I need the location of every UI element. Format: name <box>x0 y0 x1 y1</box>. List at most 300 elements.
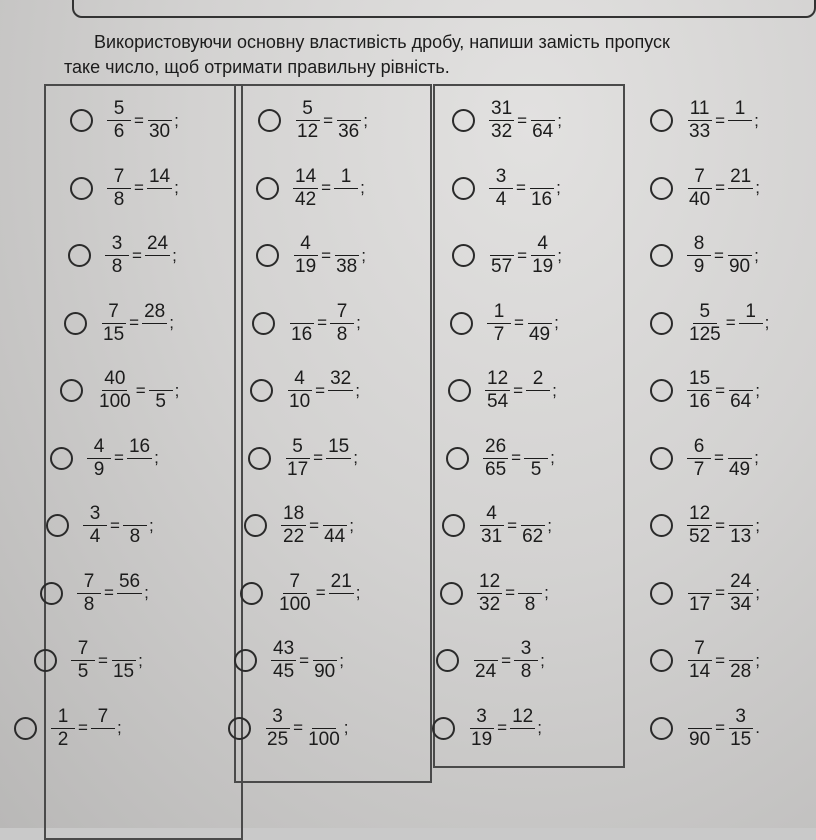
denominator: 8 <box>520 661 532 682</box>
exercise-item <box>34 638 143 683</box>
numerator: 4 <box>480 503 504 526</box>
punctuation: ; <box>360 178 365 197</box>
answer-circle[interactable] <box>64 312 87 335</box>
exercise-item <box>244 503 354 548</box>
answer-circle[interactable] <box>40 582 63 605</box>
punctuation: ; <box>755 650 760 670</box>
denominator: 100 <box>99 391 131 412</box>
answer-circle[interactable] <box>650 514 673 537</box>
fraction-b <box>524 436 548 481</box>
denominator: 6 <box>113 121 125 142</box>
punctuation: ; <box>339 650 344 670</box>
denominator: 2 <box>57 728 69 750</box>
equals-sign: = <box>98 650 108 670</box>
denominator: 90 <box>728 256 751 277</box>
fraction-b <box>127 436 152 481</box>
punctuation: ; <box>355 380 360 400</box>
exercise-item <box>436 638 545 683</box>
exercise-item <box>68 233 177 278</box>
denominator: 64 <box>532 121 554 142</box>
blank-numerator[interactable] <box>337 98 361 121</box>
denominator: 5 <box>77 661 89 682</box>
answer-circle[interactable] <box>650 379 673 402</box>
equals-sign: = <box>317 313 328 332</box>
exercise-item <box>650 233 759 278</box>
numerator: 3 <box>83 503 107 526</box>
fraction-b <box>329 571 354 616</box>
exercise-item <box>650 98 759 143</box>
blank-denominator[interactable] <box>146 256 170 278</box>
fraction-a <box>687 706 712 751</box>
answer-circle[interactable] <box>34 649 57 672</box>
exercise-item <box>40 571 149 616</box>
fraction-a <box>477 571 502 616</box>
blank-denominator[interactable] <box>739 324 763 346</box>
equals-sign: = <box>511 448 522 467</box>
punctuation: ; <box>116 718 122 737</box>
numerator: 12 <box>512 705 534 727</box>
denominator: 49 <box>528 323 551 345</box>
punctuation: ; <box>547 515 552 535</box>
denominator: 62 <box>522 526 544 547</box>
denominator: 90 <box>689 728 711 750</box>
blank-numerator[interactable] <box>313 638 337 661</box>
fraction-b <box>510 706 535 751</box>
exercise-item <box>250 368 360 413</box>
punctuation: ; <box>343 718 349 737</box>
blank-numerator[interactable] <box>290 301 314 324</box>
fraction-b <box>111 638 136 683</box>
denominator: 9 <box>693 256 705 277</box>
denominator: 22 <box>283 526 305 547</box>
blank-numerator[interactable] <box>521 503 545 526</box>
blank-denominator[interactable] <box>329 594 353 616</box>
numerator: 3 <box>514 638 538 661</box>
punctuation: ; <box>755 515 760 535</box>
answer-circle[interactable] <box>70 177 93 200</box>
blank-numerator[interactable] <box>728 436 752 459</box>
fraction-a <box>687 166 712 211</box>
answer-circle[interactable] <box>452 177 475 200</box>
numerator: 4 <box>531 233 555 256</box>
fraction-a <box>687 436 711 481</box>
punctuation: ; <box>552 380 557 400</box>
fraction-b <box>728 571 753 616</box>
blank-numerator[interactable] <box>518 571 542 594</box>
fraction-b <box>149 368 173 413</box>
denominator: 45 <box>273 661 295 682</box>
blank-numerator[interactable] <box>728 233 752 256</box>
equals-sign: = <box>514 313 524 332</box>
denominator: 16 <box>291 323 313 345</box>
equals-sign: = <box>110 515 120 535</box>
equals-sign: = <box>323 110 334 130</box>
numerator: 3 <box>266 706 290 729</box>
punctuation: ; <box>755 380 760 400</box>
fraction-b <box>727 233 752 278</box>
blank-denominator[interactable] <box>728 121 752 143</box>
answer-circle[interactable] <box>448 379 471 402</box>
denominator: 24 <box>475 661 497 682</box>
punctuation: ; <box>556 178 561 197</box>
blank-numerator[interactable] <box>528 301 552 324</box>
blank-denominator[interactable] <box>118 594 142 616</box>
denominator: 100 <box>308 728 340 750</box>
answer-circle[interactable] <box>650 582 673 605</box>
denominator: 25 <box>267 728 289 750</box>
denominator: 16 <box>530 188 553 210</box>
answer-circle[interactable] <box>250 379 273 402</box>
fraction-b <box>739 301 763 346</box>
answer-circle[interactable] <box>228 717 251 740</box>
numerator: 43 <box>273 638 295 659</box>
blank-numerator[interactable] <box>474 638 498 661</box>
punctuation: ; <box>172 245 177 265</box>
numerator: 31 <box>491 98 513 119</box>
blank-denominator[interactable] <box>128 459 152 481</box>
equals-sign: = <box>517 245 528 265</box>
answer-circle[interactable] <box>50 447 73 470</box>
blank-numerator[interactable] <box>335 233 359 256</box>
denominator: 5 <box>530 458 542 480</box>
punctuation: ; <box>544 583 549 602</box>
denominator: 100 <box>279 593 311 615</box>
blank-numerator[interactable] <box>688 706 712 729</box>
fraction-a <box>479 503 504 548</box>
equals-sign: = <box>299 650 310 670</box>
punctuation: ; <box>363 110 368 130</box>
denominator: 8 <box>336 323 348 345</box>
blank-denominator[interactable] <box>511 729 535 751</box>
fraction-a <box>277 571 313 616</box>
equals-sign: = <box>497 718 508 737</box>
punctuation: ; <box>550 448 555 467</box>
exercise-item <box>432 706 542 751</box>
equals-sign: = <box>501 650 512 670</box>
punctuation: ; <box>557 245 562 265</box>
fraction-b <box>529 166 554 211</box>
equals-sign: = <box>513 380 524 400</box>
answer-circle[interactable] <box>70 109 93 132</box>
answer-circle[interactable] <box>234 649 257 672</box>
denominator: 52 <box>689 526 711 547</box>
answer-circle[interactable] <box>436 649 459 672</box>
fraction-b <box>306 706 342 751</box>
fraction-a <box>293 166 318 211</box>
blank-numerator[interactable] <box>112 638 136 661</box>
exercise-item <box>650 503 760 548</box>
answer-circle[interactable] <box>442 514 465 537</box>
answer-circle[interactable] <box>244 514 267 537</box>
denominator: 19 <box>471 728 493 750</box>
fraction-a <box>281 503 306 548</box>
numerator: 4 <box>294 233 318 256</box>
denominator: 30 <box>148 121 171 142</box>
equals-sign: = <box>132 245 142 265</box>
answer-circle[interactable] <box>650 244 673 267</box>
fraction-b <box>147 166 172 211</box>
denominator: 17 <box>287 458 309 480</box>
numerator: 14 <box>148 165 171 187</box>
fraction-a <box>265 706 290 751</box>
numerator: 7 <box>330 301 354 324</box>
numerator: 8 <box>687 233 711 256</box>
fraction-b <box>334 233 359 278</box>
fraction-b <box>145 233 170 278</box>
exercise-item <box>446 436 555 481</box>
numerator: 12 <box>479 570 501 592</box>
fraction-b <box>530 98 555 143</box>
fraction-a <box>285 436 310 481</box>
punctuation: ; <box>537 718 542 737</box>
denominator: 17 <box>689 593 711 615</box>
punctuation: ; <box>144 583 149 602</box>
blank-denominator[interactable] <box>143 324 167 346</box>
fraction-b <box>728 638 753 683</box>
fraction-a <box>71 638 95 683</box>
fraction-a <box>287 368 312 413</box>
numerator: 7 <box>77 571 101 594</box>
fraction-b <box>312 638 337 683</box>
denominator: 90 <box>314 661 336 682</box>
blank-denominator[interactable] <box>729 189 753 211</box>
numerator: 24 <box>730 570 752 592</box>
numerator: 16 <box>128 435 151 457</box>
answer-circle[interactable] <box>650 649 673 672</box>
blank-numerator[interactable] <box>729 638 753 661</box>
punctuation: ; <box>754 245 759 265</box>
answer-circle[interactable] <box>650 717 673 740</box>
blank-numerator[interactable] <box>490 233 514 256</box>
blank-numerator[interactable] <box>312 706 336 729</box>
equals-sign: = <box>725 313 736 332</box>
equals-sign: = <box>129 313 140 332</box>
denominator: 10 <box>289 391 311 412</box>
numerator: 5 <box>107 98 131 121</box>
equals-sign: = <box>714 448 724 467</box>
exercise-item <box>650 166 760 211</box>
fraction-b <box>322 503 347 548</box>
exercise-item <box>650 706 760 751</box>
answer-circle[interactable] <box>68 244 91 267</box>
blank-denominator[interactable] <box>327 459 351 481</box>
denominator: 19 <box>532 256 554 277</box>
exercise-item <box>650 301 769 346</box>
equals-sign: = <box>714 245 724 265</box>
fraction-a <box>687 503 712 548</box>
denominator: 7 <box>693 458 705 480</box>
numerator: 7 <box>688 638 712 661</box>
denominator: 32 <box>491 121 513 142</box>
answer-circle[interactable] <box>452 109 475 132</box>
punctuation: ; <box>169 313 174 332</box>
exercise-item <box>234 638 344 683</box>
numerator: 7 <box>107 166 131 189</box>
blank-numerator[interactable] <box>524 436 548 459</box>
denominator: 15 <box>103 323 125 345</box>
blank-numerator[interactable] <box>149 368 173 391</box>
exercise-item <box>228 706 349 751</box>
equals-sign: = <box>114 448 124 467</box>
punctuation: ; <box>154 448 159 467</box>
answer-circle[interactable] <box>440 582 463 605</box>
fraction-b <box>728 166 753 211</box>
answer-circle[interactable] <box>252 312 275 335</box>
equals-sign: = <box>505 583 516 602</box>
exercise-item <box>650 368 760 413</box>
fraction-a <box>687 638 712 683</box>
answer-circle[interactable] <box>650 447 673 470</box>
exercise-item <box>448 368 557 413</box>
numerator: 18 <box>283 503 305 524</box>
numerator: 7 <box>102 301 126 324</box>
blank-numerator[interactable] <box>148 98 172 121</box>
exercise-item <box>440 571 549 616</box>
punctuation: ; <box>540 650 545 670</box>
fraction-a <box>289 301 314 346</box>
equals-sign: = <box>321 245 332 265</box>
equals-sign: = <box>104 583 114 602</box>
numerator: 14 <box>295 165 317 187</box>
fraction-a <box>687 233 711 278</box>
fraction-b <box>518 571 542 616</box>
fraction-a <box>687 571 712 616</box>
numerator: 26 <box>485 435 507 457</box>
blank-numerator[interactable] <box>688 571 712 594</box>
fraction-a <box>97 368 133 413</box>
answer-circle[interactable] <box>240 582 263 605</box>
numerator: 7 <box>283 571 307 594</box>
denominator: 4 <box>89 526 101 547</box>
equals-sign: = <box>715 110 726 130</box>
exercise-item <box>450 301 559 346</box>
equals-sign: = <box>134 110 144 130</box>
denominator: 28 <box>730 661 752 682</box>
denominator: 64 <box>730 391 752 412</box>
equals-sign: = <box>715 650 726 670</box>
blank-denominator[interactable] <box>91 729 115 751</box>
equals-sign: = <box>78 718 88 737</box>
answer-circle[interactable] <box>256 244 279 267</box>
fraction-b <box>117 571 142 616</box>
punctuation: ; <box>174 178 179 197</box>
numerator: 7 <box>71 638 95 661</box>
numerator: 1 <box>487 301 511 324</box>
answer-circle[interactable] <box>650 109 673 132</box>
instruction-line-2: таке число, щоб отримати правильну рівність. <box>64 57 450 77</box>
fraction-a <box>687 301 723 346</box>
fraction-a <box>271 638 296 683</box>
punctuation: ; <box>355 583 361 602</box>
numerator: 21 <box>730 165 752 187</box>
equals-sign: = <box>315 583 326 602</box>
exercise-item <box>256 233 366 278</box>
answer-circle[interactable] <box>14 717 37 740</box>
fraction-b <box>147 98 172 143</box>
fraction-a <box>487 301 511 346</box>
denominator: 125 <box>689 323 721 345</box>
fraction-b <box>728 368 753 413</box>
blank-numerator[interactable] <box>323 503 347 526</box>
answer-circle[interactable] <box>432 717 455 740</box>
numerator: 4 <box>87 436 111 459</box>
punctuation: ; <box>353 448 358 467</box>
answer-circle[interactable] <box>248 447 271 470</box>
answer-circle[interactable] <box>650 177 673 200</box>
fraction-b <box>728 98 752 143</box>
fraction-b <box>520 503 545 548</box>
fraction-b <box>91 706 115 751</box>
answer-circle[interactable] <box>60 379 83 402</box>
numerator: 12 <box>689 503 711 524</box>
fraction-a <box>105 233 129 278</box>
exercise-item <box>650 571 760 616</box>
numerator: 12 <box>487 368 509 389</box>
answer-circle[interactable] <box>650 312 673 335</box>
blank-denominator[interactable] <box>148 189 172 211</box>
equals-sign: = <box>715 515 726 535</box>
blank-numerator[interactable] <box>530 166 554 189</box>
denominator: 5 <box>155 391 166 412</box>
denominator: 36 <box>338 121 360 142</box>
numerator: 1 <box>334 166 358 189</box>
punctuation: ; <box>755 583 760 602</box>
answer-circle[interactable] <box>258 109 281 132</box>
equals-sign: = <box>313 448 324 467</box>
exercise-item <box>64 301 174 346</box>
fraction-a <box>77 571 101 616</box>
exercise-item <box>252 301 361 346</box>
answer-circle[interactable] <box>446 447 469 470</box>
fraction-b <box>334 166 358 211</box>
denominator: 15 <box>112 661 135 682</box>
fraction-b <box>527 301 552 346</box>
blank-denominator[interactable] <box>334 189 358 211</box>
punctuation: ; <box>138 650 143 670</box>
equals-sign: = <box>516 178 526 197</box>
fraction-a <box>469 706 494 751</box>
denominator: 32 <box>479 593 501 615</box>
denominator: 31 <box>481 526 503 547</box>
denominator: 7 <box>493 323 505 345</box>
exercise-item <box>650 638 760 683</box>
fraction-b <box>530 233 555 278</box>
numerator: 28 <box>144 300 166 322</box>
blank-numerator[interactable] <box>123 503 147 526</box>
fraction-a <box>489 166 513 211</box>
exercise-item <box>258 98 368 143</box>
exercise-item <box>70 98 179 143</box>
blank-numerator[interactable] <box>729 368 753 391</box>
denominator: 34 <box>730 593 752 615</box>
fraction-b <box>123 503 147 548</box>
blank-denominator[interactable] <box>526 391 550 413</box>
answer-circle[interactable] <box>450 312 473 335</box>
answer-circle[interactable] <box>452 244 475 267</box>
blank-numerator[interactable] <box>729 503 753 526</box>
punctuation: ; <box>356 313 361 332</box>
blank-numerator[interactable] <box>531 98 555 121</box>
fraction-b <box>336 98 361 143</box>
answer-circle[interactable] <box>256 177 279 200</box>
fraction-a <box>83 503 107 548</box>
blank-denominator[interactable] <box>329 391 353 413</box>
denominator: 8 <box>113 188 125 210</box>
answer-circle[interactable] <box>46 514 69 537</box>
denominator: 4 <box>495 188 507 210</box>
numerator: 15 <box>328 435 350 457</box>
equals-sign: = <box>715 718 726 737</box>
